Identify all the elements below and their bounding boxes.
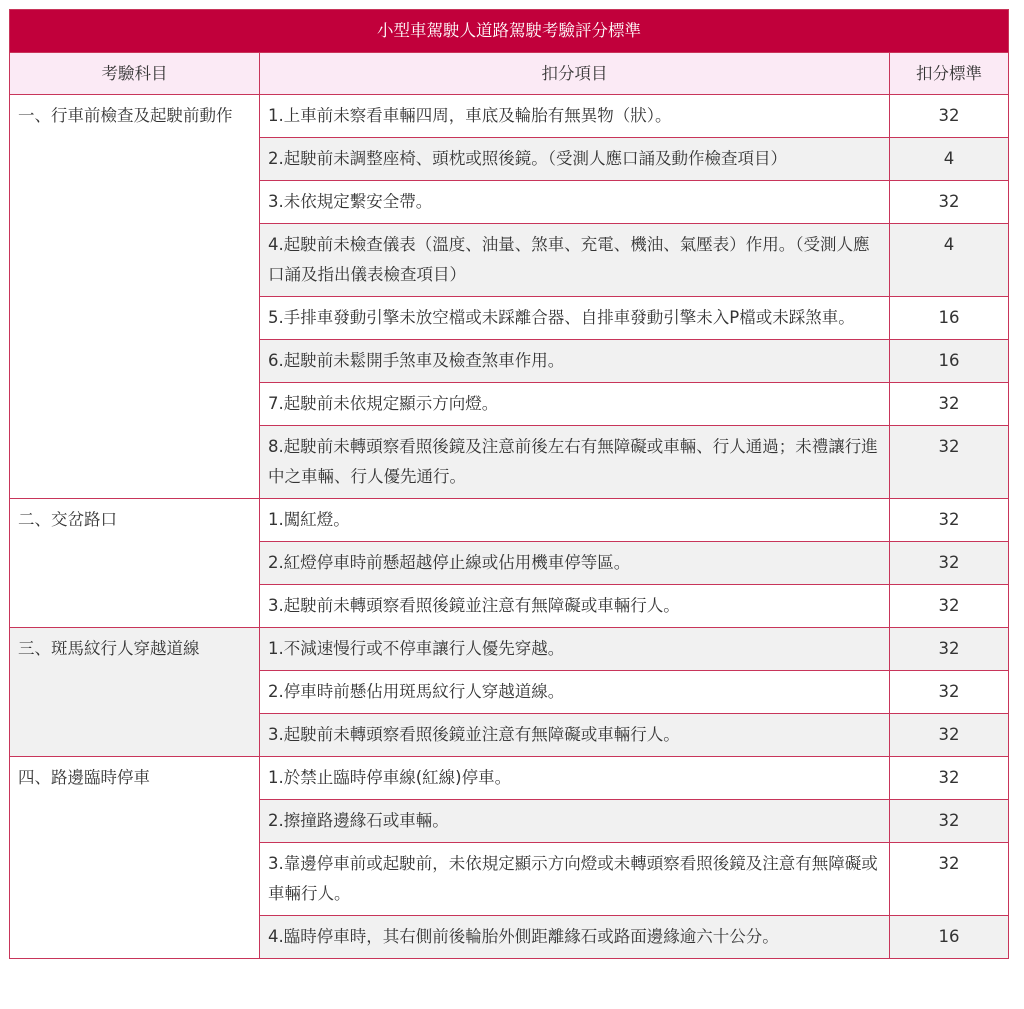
table-header-row [10,53,1009,95]
score-cell: 4 [890,138,1009,181]
item-cell: 4.臨時停車時，其右側前後輪胎外側距離緣石或路面邊緣逾六十公分。 [260,916,890,959]
table-title: 小型車駕駛人道路駕駛考驗評分標準 [10,10,1009,53]
score-cell: 32 [890,843,1009,916]
column-header-score: 扣分標準 [890,53,1009,95]
score-cell: 16 [890,340,1009,383]
score-cell: 32 [890,542,1009,585]
item-cell: 1.闖紅燈。 [260,499,890,542]
item-cell: 7.起駛前未依規定顯示方向燈。 [260,383,890,426]
table-row [10,95,1009,138]
score-cell: 4 [890,224,1009,297]
score-cell: 32 [890,383,1009,426]
score-cell: 32 [890,757,1009,800]
item-cell: 1.於禁止臨時停車線(紅線)停車。 [260,757,890,800]
subject-cell: 二、交岔路口 [10,499,260,628]
item-cell: 8.起駛前未轉頭察看照後鏡及注意前後左右有無障礙或車輛、行人通過；未禮讓行進中之車輛、行人優先通行。 [260,426,890,499]
item-cell: 1.上車前未察看車輛四周，車底及輪胎有無異物（狀）。 [260,95,890,138]
item-cell: 2.起駛前未調整座椅、頭枕或照後鏡。（受測人應口誦及動作檢查項目） [260,138,890,181]
item-cell: 3.靠邊停車前或起駛前，未依規定顯示方向燈或未轉頭察看照後鏡及注意有無障礙或車輛行人。 [260,843,890,916]
scoring-table-container [9,9,1008,959]
item-cell: 5.手排車發動引擎未放空檔或未踩離合器、自排車發動引擎未入P檔或未踩煞車。 [260,297,890,340]
column-header-subject: 考驗科目 [10,53,260,95]
table-row [10,499,1009,542]
item-cell: 3.未依規定繫安全帶。 [260,181,890,224]
item-cell: 2.停車時前懸佔用斑馬紋行人穿越道線。 [260,671,890,714]
score-cell: 32 [890,714,1009,757]
score-cell: 32 [890,628,1009,671]
item-cell: 3.起駛前未轉頭察看照後鏡並注意有無障礙或車輛行人。 [260,585,890,628]
table-title-row [10,10,1009,53]
item-cell: 4.起駛前未檢查儀表（溫度、油量、煞車、充電、機油、氣壓表）作用。（受測人應口誦及指出儀表檢查項目） [260,224,890,297]
score-cell: 32 [890,671,1009,714]
table-row [10,757,1009,800]
table-row [10,628,1009,671]
item-cell: 3.起駛前未轉頭察看照後鏡並注意有無障礙或車輛行人。 [260,714,890,757]
item-cell: 2.擦撞路邊緣石或車輛。 [260,800,890,843]
score-cell: 32 [890,499,1009,542]
item-cell: 1.不減速慢行或不停車讓行人優先穿越。 [260,628,890,671]
subject-cell: 四、路邊臨時停車 [10,757,260,959]
score-cell: 32 [890,426,1009,499]
score-cell: 32 [890,95,1009,138]
score-cell: 16 [890,297,1009,340]
score-cell: 32 [890,800,1009,843]
item-cell: 2.紅燈停車時前懸超越停止線或佔用機車停等區。 [260,542,890,585]
column-header-item: 扣分項目 [260,53,890,95]
subject-cell: 三、斑馬紋行人穿越道線 [10,628,260,757]
score-cell: 32 [890,181,1009,224]
item-cell: 6.起駛前未鬆開手煞車及檢查煞車作用。 [260,340,890,383]
scoring-table [9,9,1009,959]
score-cell: 32 [890,585,1009,628]
subject-cell: 一、行車前檢查及起駛前動作 [10,95,260,499]
score-cell: 16 [890,916,1009,959]
